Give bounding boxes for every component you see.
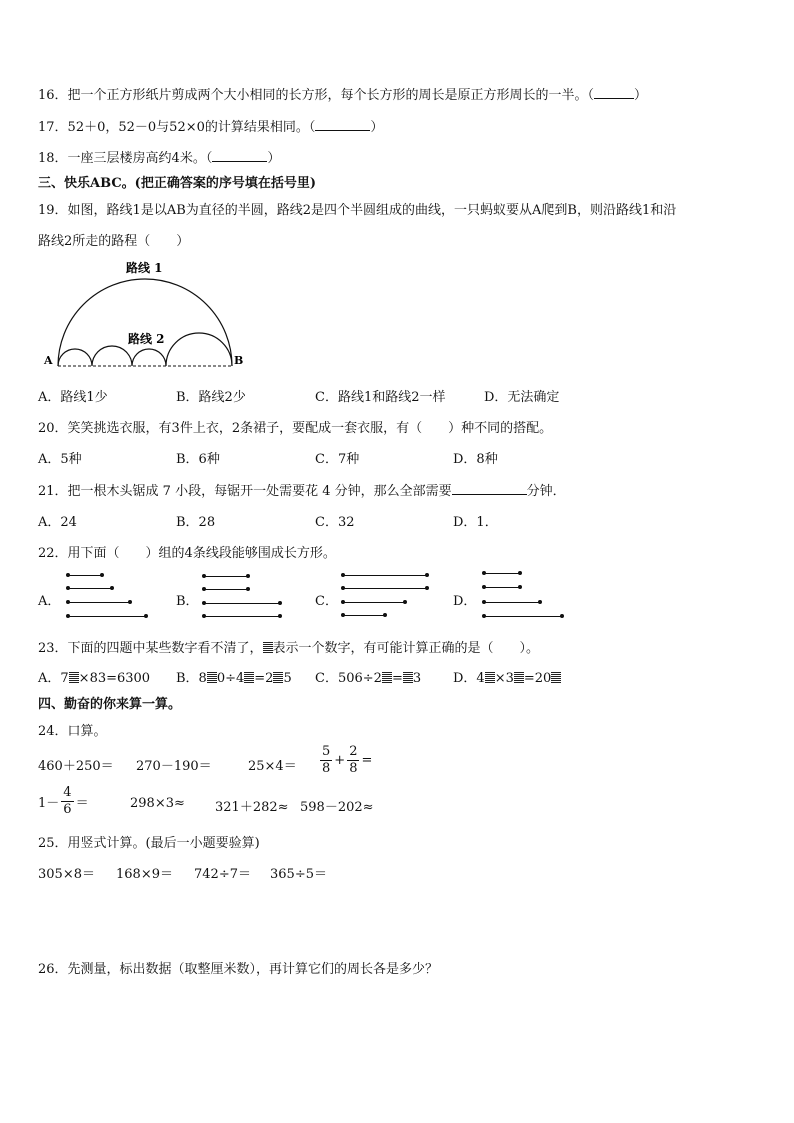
q24-item-6: 321＋282≈ xyxy=(215,800,289,815)
q18-answer-blank[interactable] xyxy=(212,149,267,162)
q22-option-d[interactable]: D． xyxy=(453,594,477,609)
hidden-digit-icon xyxy=(382,672,392,683)
route-1-arc xyxy=(58,279,232,366)
hidden-digit-icon xyxy=(514,672,524,683)
q25-item-2: 168×9＝ xyxy=(116,867,173,882)
q22-d-segment-4 xyxy=(484,616,562,617)
q19-option-a[interactable]: A．路线1少 xyxy=(38,390,108,405)
q20-option-b[interactable]: B．6种 xyxy=(176,452,220,467)
q23-option-b[interactable]: B．8 0÷4 =2 5 xyxy=(176,671,292,686)
section-4-heading: 四、勤奋的你来算一算。 xyxy=(38,697,182,712)
q22-option-b[interactable]: B． xyxy=(176,594,199,609)
q23-option-a[interactable]: A．7 ×83=6300 xyxy=(38,671,151,686)
question-18: 18．一座三层楼房高约4米。（ ） xyxy=(38,151,281,166)
section-3-heading: 三、快乐ABC。(把正确答案的序号填在括号里) xyxy=(38,176,316,191)
q20-option-d[interactable]: D．8种 xyxy=(453,452,498,467)
q24-item-7: 598－202≈ xyxy=(300,800,374,815)
point-b-label: B xyxy=(234,354,244,367)
q16-text: 16．把一个正方形纸片剪成两个大小相同的长方形，每个长方形的周长是原正方形周长的一半。（ xyxy=(38,88,595,103)
q22-d-segment-1 xyxy=(484,573,520,574)
q21-option-b[interactable]: B．28 xyxy=(176,515,216,530)
q21-option-d[interactable]: D．1． xyxy=(453,515,498,530)
q21-answer-blank[interactable] xyxy=(452,482,527,495)
hidden-digit-icon xyxy=(403,672,413,683)
hidden-digit-icon xyxy=(273,672,283,683)
q22-c-segment-1 xyxy=(343,575,427,576)
hidden-digit-icon xyxy=(551,672,561,683)
q22-c-segment-2 xyxy=(343,588,427,589)
q22-text: 22．用下面（ ）组的4条线段能够围成长方形。 xyxy=(38,546,336,561)
hidden-digit-icon xyxy=(485,672,495,683)
q22-option-c[interactable]: C． xyxy=(315,594,338,609)
q22-b-segment-4 xyxy=(204,616,280,617)
q24-fraction-sum: $\frac{5}{8}$ + $\frac{2}{8}$ = xyxy=(322,744,373,776)
q23-option-d[interactable]: D．4 ×3 =20 xyxy=(453,667,561,686)
q19-line2: 路线2所走的路程（ ） xyxy=(38,234,190,249)
hidden-digit-icon xyxy=(69,672,79,683)
q22-b-segment-2 xyxy=(204,589,248,590)
q25-item-4: 365÷5＝ xyxy=(270,867,327,882)
q23-text: 23．下面的四题中某些数字看不清了， 表示一个数字，有可能计算正确的是（ ）。 xyxy=(38,641,540,656)
q22-b-segment-1 xyxy=(204,576,248,577)
q17-answer-blank[interactable] xyxy=(315,118,370,131)
q24-item-5: 298×3≈ xyxy=(130,796,185,811)
q19-line1: 19．如图，路线1是以AB为直径的半圆，路线2是四个半圆组成的曲线，一只蚂蚁要从A爬到B，则沿路线1和沿 xyxy=(38,203,677,218)
q24-fraction-subtract: 1－ $\frac{4}{6}$ ＝ xyxy=(38,785,89,817)
question-16: 16．把一个正方形纸片剪成两个大小相同的长方形，每个长方形的周长是原正方形周长的一半。（ ） xyxy=(38,88,648,103)
q22-c-segment-3 xyxy=(343,602,405,603)
q22-a-segment-1 xyxy=(68,575,102,576)
q25-title: 25．用竖式计算。(最后一小题要验算) xyxy=(38,836,260,851)
q24-title: 24．口算。 xyxy=(38,724,107,739)
q19-semicircle-figure xyxy=(38,256,248,376)
q22-d-segment-2 xyxy=(484,587,520,588)
q24-item-2: 270－190＝ xyxy=(136,759,212,774)
q22-c-segment-4 xyxy=(343,615,385,616)
q25-item-1: 305×8＝ xyxy=(38,867,95,882)
q22-a-segment-2 xyxy=(68,588,112,589)
question-17: 17．52＋0，52－0与52×0的计算结果相同。（ ） xyxy=(38,120,384,135)
route-1-label: 路线 1 xyxy=(126,261,163,275)
point-a-label: A xyxy=(44,354,53,367)
hidden-digit-icon xyxy=(207,672,217,683)
hidden-digit-icon xyxy=(244,672,254,683)
q22-a-segment-3 xyxy=(68,602,130,603)
q24-item-3: 25×4＝ xyxy=(248,759,297,774)
q22-option-a[interactable]: A． xyxy=(38,594,61,609)
q23-option-c[interactable]: C．506÷2 = 3 xyxy=(315,671,422,686)
hidden-digit-icon xyxy=(263,642,273,653)
q20-option-a[interactable]: A．5种 xyxy=(38,452,82,467)
q22-d-segment-3 xyxy=(484,602,540,603)
q24-item-1: 460＋250＝ xyxy=(38,759,114,774)
q19-option-c[interactable]: C．路线1和路线2一样 xyxy=(315,390,446,405)
q20-option-c[interactable]: C．7种 xyxy=(315,452,360,467)
q21-option-c[interactable]: C．32 xyxy=(315,515,355,530)
q26-text: 26．先测量，标出数据（取整厘米数），再计算它们的周长各是多少？ xyxy=(38,962,439,977)
q22-a-segment-4 xyxy=(68,616,146,617)
q19-option-d[interactable]: D．无法确定 xyxy=(484,390,560,405)
q20-text: 20．笑笑挑选衣服，有3件上衣，2条裙子，要配成一套衣服，有（ ）种不同的搭配。 xyxy=(38,421,553,436)
q21-option-a[interactable]: A．24 xyxy=(38,515,77,530)
q25-item-3: 742÷7＝ xyxy=(194,867,251,882)
q22-b-segment-3 xyxy=(204,603,280,604)
route-2-label: 路线 2 xyxy=(128,332,165,346)
question-21: 21．把一根木头锯成 7 小段，每锯开一处需要花 4 分钟，那么全部需要 分钟． xyxy=(38,484,566,499)
q19-option-b[interactable]: B．路线2少 xyxy=(176,390,246,405)
q16-answer-blank[interactable] xyxy=(594,86,634,99)
